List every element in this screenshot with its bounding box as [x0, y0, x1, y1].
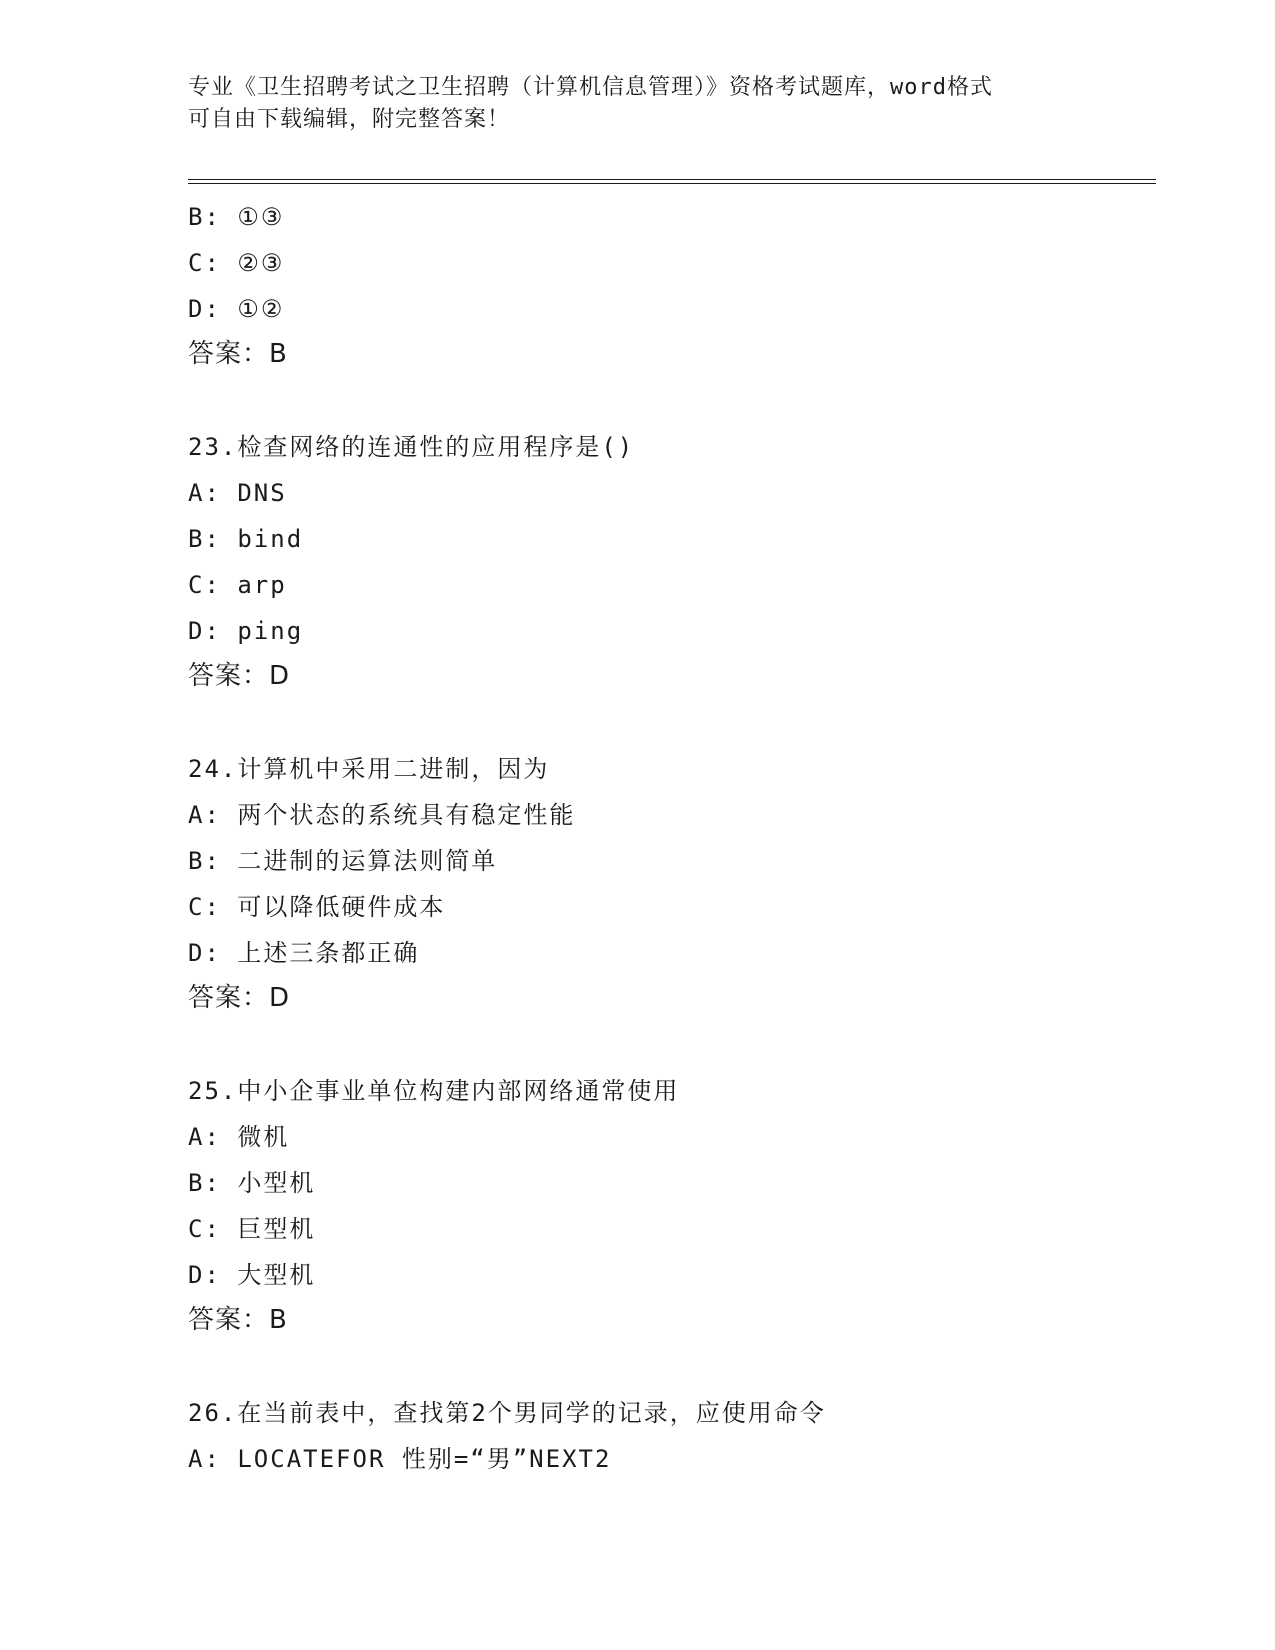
- option-a: A: 两个状态的系统具有稳定性能: [188, 801, 576, 829]
- answer-line: 答案：D: [188, 661, 291, 691]
- question-stem: 24.计算机中采用二进制，因为: [188, 755, 550, 783]
- answer-line: 答案：B: [188, 339, 288, 369]
- option-d: D: ping: [188, 617, 304, 645]
- option-b: B: 二进制的运算法则简单: [188, 847, 498, 875]
- option-c: C: ②③: [188, 249, 285, 277]
- question-25: [188, 1068, 1148, 1342]
- document-header: [188, 72, 1088, 136]
- option-b: B: bind: [188, 525, 304, 553]
- option-d: D: 上述三条都正确: [188, 939, 420, 967]
- question-stem: 25.中小企事业单位构建内部网络通常使用: [188, 1077, 680, 1105]
- question-list: [188, 194, 1148, 1482]
- option-c: C: arp: [188, 571, 287, 599]
- option-c: C: 巨型机: [188, 1215, 316, 1243]
- header-divider-top: [188, 179, 1156, 180]
- option-a: A: 微机: [188, 1123, 290, 1151]
- question-stem: 26.在当前表中，查找第2个男同学的记录，应使用命令: [188, 1399, 826, 1427]
- option-a: A: DNS: [188, 479, 287, 507]
- question-26: [188, 1390, 1148, 1482]
- answer-line: 答案：D: [188, 983, 291, 1013]
- question-stem: 23.检查网络的连通性的应用程序是(): [188, 433, 635, 461]
- question-24: [188, 746, 1148, 1020]
- question-22-continued: [188, 194, 1148, 376]
- question-23: [188, 424, 1148, 698]
- option-a: A: LOCATEFOR 性别=“男”NEXT2: [188, 1445, 612, 1473]
- option-c: C: 可以降低硬件成本: [188, 893, 446, 921]
- answer-line: 答案：B: [188, 1305, 288, 1335]
- header-line-1: 专业《卫生招聘考试之卫生招聘（计算机信息管理）》资格考试题库，word格式: [188, 75, 993, 100]
- option-b: B: ①③: [188, 203, 285, 231]
- option-d: D: 大型机: [188, 1261, 316, 1289]
- header-divider-bottom: [188, 183, 1156, 184]
- option-d: D: ①②: [188, 295, 285, 323]
- header-line-2: 可自由下载编辑，附完整答案！: [188, 107, 511, 132]
- option-b: B: 小型机: [188, 1169, 316, 1197]
